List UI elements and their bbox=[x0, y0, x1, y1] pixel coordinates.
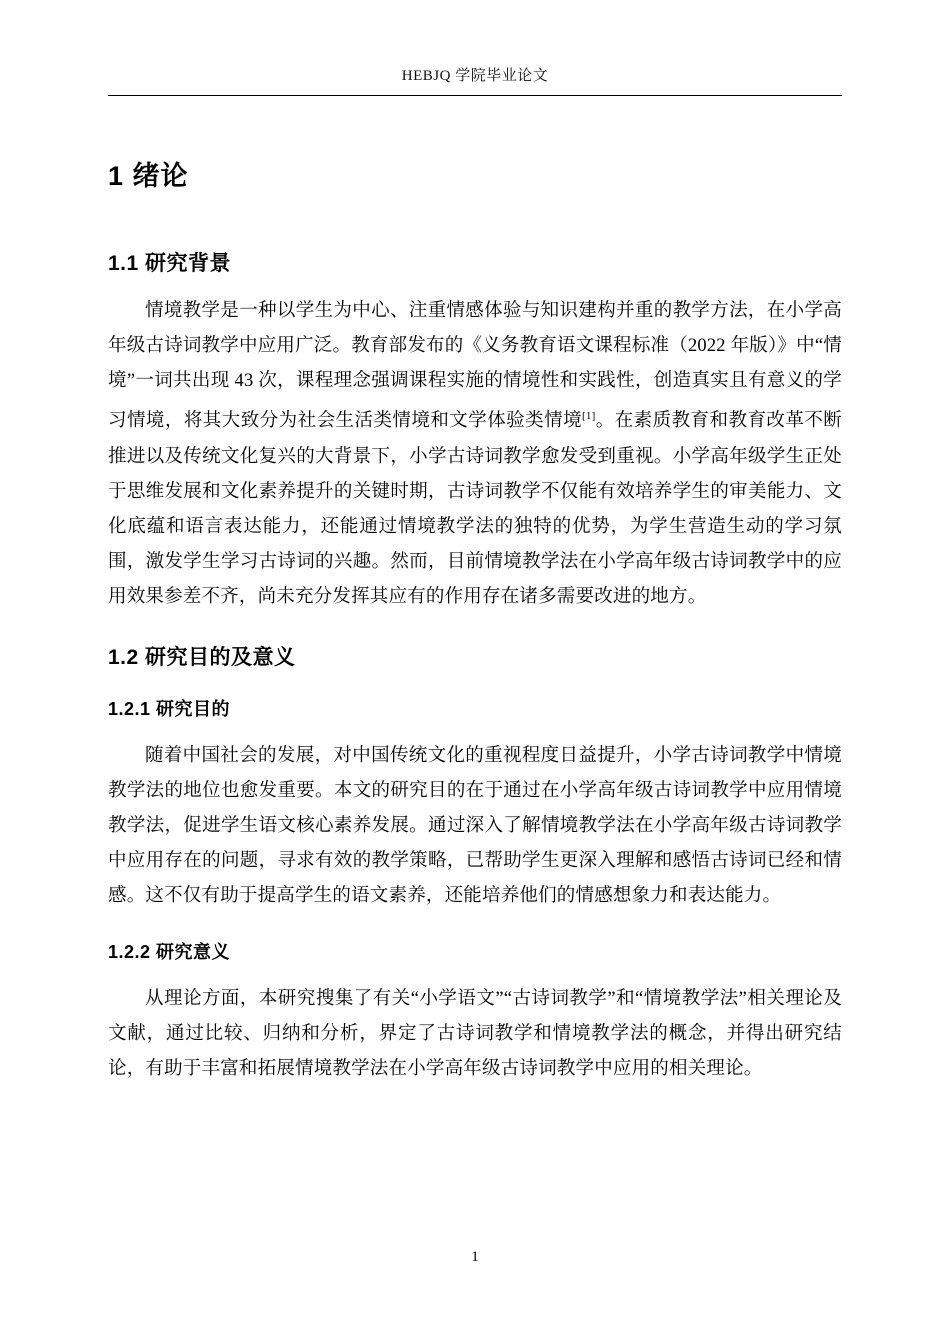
citation-marker: [1] bbox=[582, 410, 596, 423]
paragraph-1-2-1: 随着中国社会的发展，对中国传统文化的重视程度日益提升，小学古诗词教学中情境教学法的地位也愈发重要。本文的研究目的在于通过在小学高年级古诗词教学中应用情境教学法，促进学生语文核心素养发展。通过深入了解情境教学法在小学高年级古诗词教学中应用存在的问题，寻求有效的教学策略，已帮助学生更深入理解和感悟古诗词已经和情感。这不仅有助于提高学生的语文素养，还能培养他们的情感想象力和表达能力。 bbox=[108, 745, 842, 906]
chapter-title: 1 绪论 bbox=[108, 161, 189, 191]
paragraph-1-1-text: 情境教学是一种以学生为中心、注重情感体验与知识建构并重的教学方法，在小学高年级古诗词教学中应用广泛。教育部发布的《义务教育语文课程标准（2022 年版）》中“情境”一词共出现 43 次，课程理念强调课程实施的情境性和实践性，创造真实且有意义的学习情境，将其大致分为社会生活类情境和文学体验类情境 bbox=[108, 301, 842, 432]
header-divider bbox=[108, 95, 842, 96]
paragraph-1-2-2: 从理论方面，本研究搜集了有关“小学语文”“古诗词教学”和“情境教学法”相关理论及文献，通过比较、归纳和分析，界定了古诗词教学和情境教学法的概念，并得出研究结论，有助于丰富和拓展情境教学法在小学高年级古诗词教学中应用的相关理论。 bbox=[108, 988, 842, 1079]
running-title: HEBJQ 学院毕业论文 bbox=[401, 68, 549, 84]
paragraph-1-1-text-cont: 。在素质教育和教育改革不断推进以及传统文化复兴的大背景下，小学古诗词教学愈发受到重视。小学高年级学生正处于思维发展和文化素养提升的关键时期，古诗词教学不仅能有效培养学生的审美能力、文化底蕴和语言表达能力，还能通过情境教学法的独特的优势，为学生营造生动的学习氛围，激发学生学习古诗词的兴趣。然而，目前情境教学法在小学高年级古诗词教学中的应用效果参差不齐，尚未充分发挥其应有的作用存在诸多需要改进的地方。 bbox=[108, 411, 842, 607]
page-number: 1 bbox=[471, 1249, 479, 1265]
paragraph-1-1 bbox=[108, 294, 842, 614]
page-footer bbox=[0, 1249, 950, 1266]
section-heading-1-2-1: 1.2.1 研究目的 bbox=[108, 698, 231, 719]
section-heading-1-2: 1.2 研究目的及意义 bbox=[108, 645, 296, 669]
page-header bbox=[108, 0, 842, 85]
section-heading-1-2-2: 1.2.2 研究意义 bbox=[108, 941, 231, 962]
section-heading-1-1: 1.1 研究背景 bbox=[108, 252, 232, 275]
